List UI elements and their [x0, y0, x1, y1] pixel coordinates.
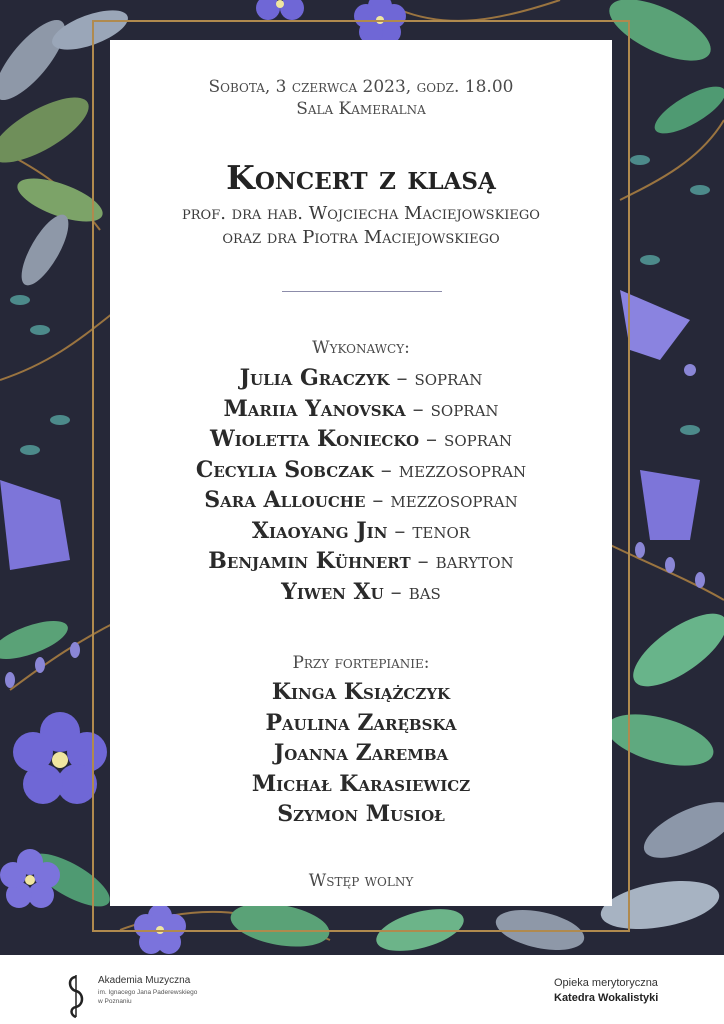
dash: –	[410, 549, 436, 574]
event-venue: Sala Kameralna	[296, 99, 426, 119]
performer-name: Yiwen Xu	[281, 578, 384, 605]
dash: –	[365, 488, 391, 513]
academy-name: Akademia Muzyczna	[98, 975, 191, 986]
performer-name: Xiaoyang Jin	[251, 517, 388, 544]
pianist-name: Kinga Książczyk	[271, 679, 451, 705]
performer-voice: mezzosopran	[398, 457, 527, 483]
academy-subtitle-line1: im. Ignacego Jana Paderewskiego	[98, 989, 198, 996]
event-date: Sobota, 3 czerwca 2023, godz. 18.00	[208, 77, 514, 97]
concert-subtitle-line2: oraz dra Piotra Maciejowskiego	[222, 227, 500, 248]
performer-voice: sopran	[444, 427, 512, 452]
pianist-name: Joanna Zaremba	[273, 740, 449, 766]
performer-name: Julia Graczyk	[239, 365, 390, 391]
performer-name: Wioletta Koniecko	[210, 426, 420, 452]
pianist-name: Michał Karasiewicz	[251, 770, 471, 797]
performers-list	[110, 363, 612, 607]
pianists-label: Przy fortepianie:	[292, 653, 430, 673]
performer-item	[110, 485, 612, 516]
performer-item	[110, 546, 612, 577]
performer-voice: tenor	[412, 518, 471, 544]
performer-voice: baryton	[435, 549, 514, 574]
performer-item	[110, 455, 612, 486]
performer-item	[110, 394, 612, 425]
performers-label: Wykonawcy:	[312, 338, 410, 358]
performer-name: Mariia Yanovska	[223, 395, 406, 422]
pianist-name: Szymon Musioł	[277, 801, 445, 827]
academy-subtitle-line2: w Poznaniu	[98, 998, 132, 1005]
free-entry-note: Wstęp wolny	[308, 871, 414, 891]
performer-voice: sopran	[430, 396, 499, 422]
divider	[282, 291, 442, 292]
performer-voice: mezzosopran	[390, 488, 518, 513]
academy-subtitle	[98, 988, 197, 1006]
performer-item	[110, 363, 612, 394]
performer-name: Cecylia Sobczak	[195, 456, 374, 483]
performer-item	[110, 516, 612, 547]
performer-name: Benjamin Kühnert	[208, 548, 411, 574]
dash: –	[373, 457, 399, 483]
dash: –	[405, 396, 431, 422]
dash: –	[383, 579, 409, 605]
patronage-label: Opieka merytoryczna	[554, 977, 658, 989]
pianist-name: Paulina Zarębska	[265, 709, 457, 736]
footer	[0, 955, 724, 1024]
academy-logo-icon	[62, 973, 90, 1019]
performer-item	[110, 577, 612, 608]
dash: –	[387, 518, 413, 544]
patronage-department: Katedra Wokalistyki	[554, 992, 659, 1004]
program-card	[110, 40, 612, 906]
pianists-list	[110, 677, 612, 830]
performer-voice: sopran	[414, 366, 483, 391]
dash: –	[389, 366, 415, 391]
concert-subtitle-line1: prof. dra hab. Wojciecha Maciejowskiego	[182, 203, 540, 224]
performer-item	[110, 424, 612, 455]
dash: –	[419, 427, 445, 452]
concert-title: Koncert z klasą	[226, 158, 496, 197]
performer-name: Sara Allouche	[204, 487, 366, 513]
performer-voice: bas	[408, 579, 441, 605]
